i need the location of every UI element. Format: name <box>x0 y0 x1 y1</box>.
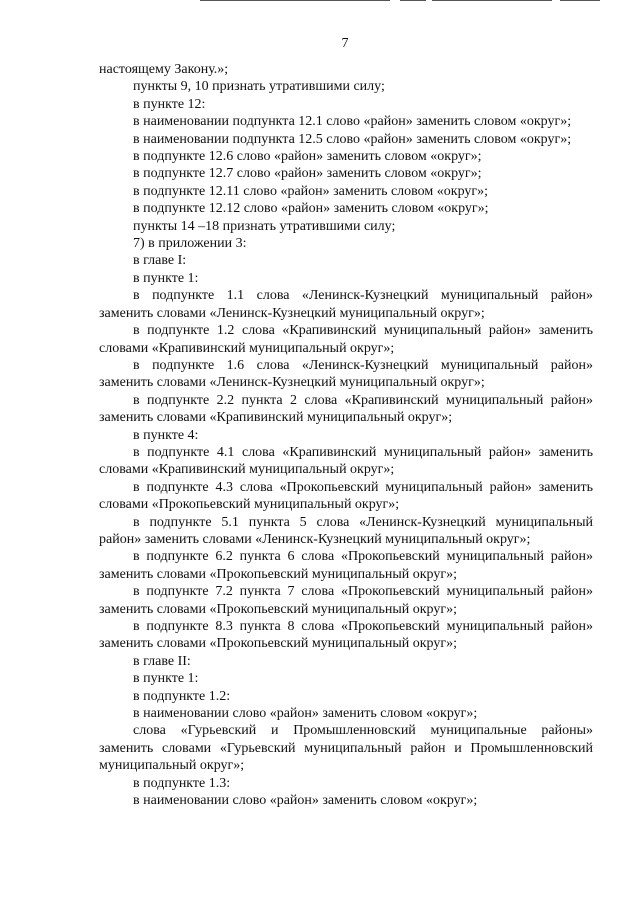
document-body <box>99 61 593 809</box>
paragraph: в наименовании подпункта 12.1 слово «район» заменить словом «округ»; <box>133 114 572 130</box>
paragraph: в наименовании слово «район» заменить словом «округ»; <box>133 793 478 809</box>
paragraph: в подпункте 8.3 пункта 8 слова «Прокопьевский муниципальный район» заменить словами «Прокопьевский муниципальный округ»; <box>99 619 593 652</box>
paragraph: в подпункте 1.2: <box>133 688 231 704</box>
paragraph: в пункте 4: <box>133 427 199 443</box>
paragraph: 7) в приложении 3: <box>133 236 247 252</box>
paragraph: в подпункте 1.2 слова «Крапивинский муниципальный район» заменить словами «Крапивинский муниципальный округ»; <box>99 323 593 356</box>
paragraph: в подпункте 6.2 пункта 6 слова «Прокопьевский муниципальный район» заменить словами «Прокопьевский муниципальный округ»; <box>99 549 593 582</box>
paragraph: в подпункте 2.2 пункта 2 слова «Крапивинский муниципальный район» заменить словами «Крапивинский муниципальный округ»; <box>99 392 593 426</box>
paragraph: в наименовании подпункта 12.5 слово «район» заменить словом «округ»; <box>133 131 572 147</box>
paragraph: слова «Гурьевский и Промышленновский муниципальные районы» заменить словами «Гурьевский муниципальный район и Промышленновский муниципальный округ»; <box>99 723 593 774</box>
top-scan-rule <box>200 0 640 2</box>
paragraph: в главе II: <box>133 653 191 669</box>
paragraph: в подпункте 12.11 слово «район» заменить словом «округ»; <box>133 183 489 199</box>
paragraph: в подпункте 1.3: <box>133 775 231 791</box>
paragraph: в подпункте 1.1 слова «Ленинск-Кузнецкий муниципальный район» заменить словами «Ленинск-Кузнецкий муниципальный округ»; <box>99 288 593 321</box>
paragraph: в пункте 1: <box>133 270 199 286</box>
paragraph: в подпункте 5.1 пункта 5 слова «Ленинск-Кузнецкий муниципальный район» заменить словами «Ленинск-Кузнецкий муниципальный округ»; <box>99 514 593 547</box>
paragraph: в подпункте 4.1 слова «Крапивинский муниципальный район» заменить словами «Крапивинский муниципальный округ»; <box>99 444 593 478</box>
paragraph: в пункте 1: <box>133 671 199 687</box>
paragraph: в подпункте 1.6 слова «Ленинск-Кузнецкий муниципальный район» заменить словами «Ленинск-Кузнецкий муниципальный округ»; <box>99 357 593 391</box>
paragraph: в подпункте 12.6 слово «район» заменить словом «округ»; <box>133 149 482 165</box>
paragraph: пункты 14 –18 признать утратившими силу; <box>133 218 396 234</box>
paragraph: в подпункте 12.12 слово «район» заменить словом «округ»; <box>133 201 489 217</box>
paragraph: в пункте 12: <box>133 96 206 112</box>
paragraph: в подпункте 12.7 слово «район» заменить словом «округ»; <box>133 166 482 182</box>
paragraph: пункты 9, 10 признать утратившими силу; <box>133 79 385 95</box>
paragraph: в наименовании слово «район» заменить словом «округ»; <box>133 706 478 722</box>
page-number: 7 <box>341 36 349 51</box>
paragraph: в главе I: <box>133 253 187 269</box>
paragraph: настоящему Закону.»; <box>99 62 229 77</box>
paragraph: в подпункте 4.3 слова «Прокопьевский муниципальный район» заменить словами «Прокопьевский муниципальный округ»; <box>99 479 593 513</box>
paragraph: в подпункте 7.2 пункта 7 слова «Прокопьевский муниципальный район» заменить словами «Прокопьевский муниципальный округ»; <box>99 584 593 617</box>
